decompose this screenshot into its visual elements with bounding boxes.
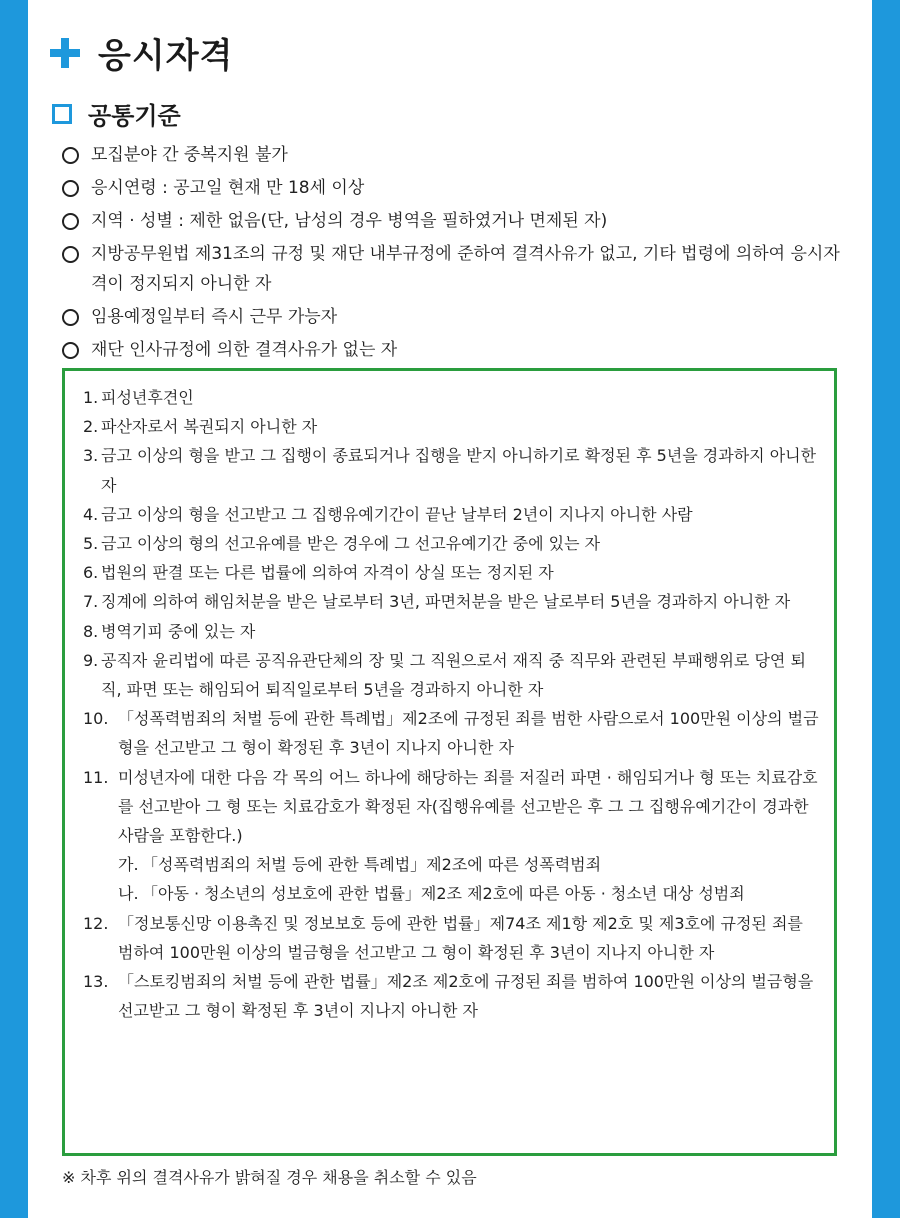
list-item: 모집분야 간 중복지원 불가 — [60, 140, 850, 170]
circle-bullet-icon — [62, 309, 79, 326]
list-item: 지방공무원법 제31조의 규정 및 재단 내부규정에 준하여 결격사유가 없고, 기타 법령에 의하여 응시자격이 정지되지 아니한 자 — [60, 239, 850, 299]
list-item: 9. 공직자 윤리법에 따른 공직유관단체의 장 및 그 직원으로서 재직 중 직무와 관련된 부패행위로 당연 퇴직, 파면 또는 해임되어 퇴직일로부터 5년을 경과하지 아니한 자 — [83, 650, 806, 700]
footnote: ※ 차후 위의 결격사유가 밝혀질 경우 채용을 취소할 수 있음 — [62, 1168, 477, 1187]
list-item: 7. 징계에 의하여 해임처분을 받은 날로부터 3년, 파면처분을 받은 날로부터 5년을 경과하지 아니한 자 — [83, 592, 791, 612]
circle-bullet-icon — [62, 246, 79, 263]
list-item: 6. 법원의 판결 또는 다른 법률에 의하여 자격이 상실 또는 정지된 자 — [83, 563, 554, 583]
circle-bullet-icon — [62, 342, 79, 359]
list-item: 3. 금고 이상의 형을 받고 그 집행이 종료되거나 집행을 받지 아니하기로 확정된 후 5년을 경과하지 아니한 자 — [83, 446, 817, 495]
list-item: 13. 「스토킹범죄의 처벌 등에 관한 법률」제2조 제2호에 규정된 죄를 범하여 100만원 이상의 벌금형을 선고받고 그 형이 확정된 후 3년이 지나지 아니한 자 — [83, 972, 814, 1021]
list-item: 8. 병역기피 중에 있는 자 — [83, 621, 256, 641]
list-item: 1. 피성년후견인 — [83, 388, 194, 407]
subsection-title: 공통기준 — [88, 102, 181, 130]
list-item: 재단 인사규정에 의한 결격사유가 없는 자 — [60, 335, 850, 365]
plus-icon — [50, 38, 80, 68]
list-item: 2. 파산자로서 복권되지 아니한 자 — [83, 417, 318, 437]
list-item: 10. 「성폭력범죄의 처벌 등에 관한 특례법」제2조에 규정된 죄를 범한 사람으로서 100만원 이상의 벌금형을 선고받고 그 형이 확정된 후 3년이 지나지 아니한 자 — [83, 709, 819, 758]
right-blue-bar — [872, 0, 900, 1218]
list-subitem: 나. 「아동 · 청소년의 성보호에 관한 법률」제2조 제2호에 따른 아동 · 청소년 대상 성범죄 — [118, 884, 745, 904]
list-item: 4. 금고 이상의 형을 선고받고 그 집행유예기간이 끝난 날부터 2년이 지나지 아니한 사람 — [83, 504, 693, 524]
list-item: 지역 · 성별 : 제한 없음(단, 남성의 경우 병역을 필하였거나 면제된 자) — [60, 206, 850, 236]
list-item: 임용예정일부터 즉시 근무 가능자 — [60, 302, 850, 332]
document-page — [28, 0, 872, 1218]
section-heading — [50, 28, 233, 77]
subsection-heading — [52, 96, 181, 131]
disqualification-list — [83, 383, 823, 1025]
left-blue-bar — [0, 0, 28, 1218]
circle-bullet-icon — [62, 213, 79, 230]
list-subitem: 가. 「성폭력범죄의 처벌 등에 관한 특례법」제2조에 따른 성폭력범죄 — [118, 855, 602, 875]
disqualification-box — [62, 368, 837, 1156]
common-criteria-list — [60, 140, 850, 368]
list-item: 12. 「정보통신망 이용촉진 및 정보보호 등에 관한 법률」제74조 제1항 제2호 및 제3호에 규정된 죄를 범하여 100만원 이상의 벌금형을 선고받고 그 형이 확정된 후 3년이 지나지 아니한 자 — [83, 913, 803, 962]
page-title: 응시자격 — [98, 36, 234, 76]
list-item: 11. 미성년자에 대한 다음 각 목의 어느 하나에 해당하는 죄를 저질러 파면 · 해임되거나 형 또는 치료감호를 선고받아 그 형 또는 치료감호가 확정된 자(집행유예를 선고받은 후 그 그 집행유예기간이 경과한 사람을 포함한다.) — [83, 767, 818, 846]
circle-bullet-icon — [62, 147, 79, 164]
circle-bullet-icon — [62, 180, 79, 197]
list-item: 응시연령 : 공고일 현재 만 18세 이상 — [60, 173, 850, 203]
list-item: 5. 금고 이상의 형의 선고유예를 받은 경우에 그 선고유예기간 중에 있는 자 — [83, 534, 601, 554]
square-icon — [52, 104, 72, 124]
